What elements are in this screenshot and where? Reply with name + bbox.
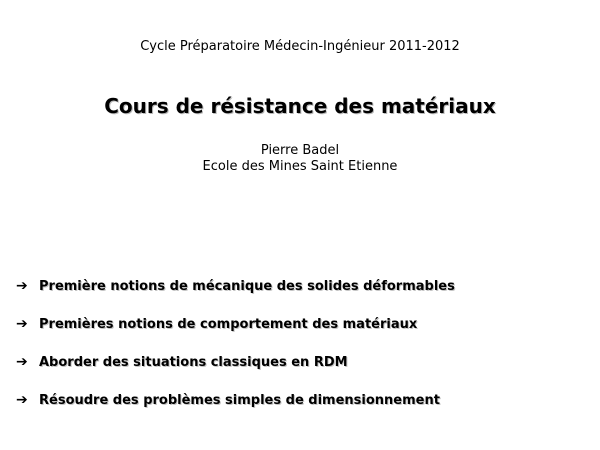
- arrow-right-icon: ➔: [16, 354, 28, 370]
- page-title: Cours de résistance des matériaux: [104, 94, 496, 118]
- author-name: Pierre Badel: [260, 143, 340, 158]
- author-block: [0, 143, 600, 175]
- bullet-list: [16, 276, 586, 428]
- course-line: Cycle Préparatoire Médecin-Ingénieur 2011-2012: [140, 39, 460, 54]
- list-item: [16, 390, 586, 410]
- bullet-text: Première notions de mécanique des solides déformables: [39, 278, 455, 294]
- list-item: [16, 314, 586, 334]
- list-item: [16, 352, 586, 372]
- bullet-text: Résoudre des problèmes simples de dimensionnement: [39, 392, 440, 408]
- bullet-text: Aborder des situations classiques en RDM: [39, 354, 348, 370]
- bullet-text: Premières notions de comportement des matériaux: [39, 316, 418, 332]
- arrow-right-icon: ➔: [16, 278, 28, 294]
- arrow-right-icon: ➔: [16, 316, 28, 332]
- list-item: [16, 276, 586, 296]
- arrow-right-icon: ➔: [16, 392, 28, 408]
- author-institution: Ecole des Mines Saint Etienne: [202, 159, 398, 174]
